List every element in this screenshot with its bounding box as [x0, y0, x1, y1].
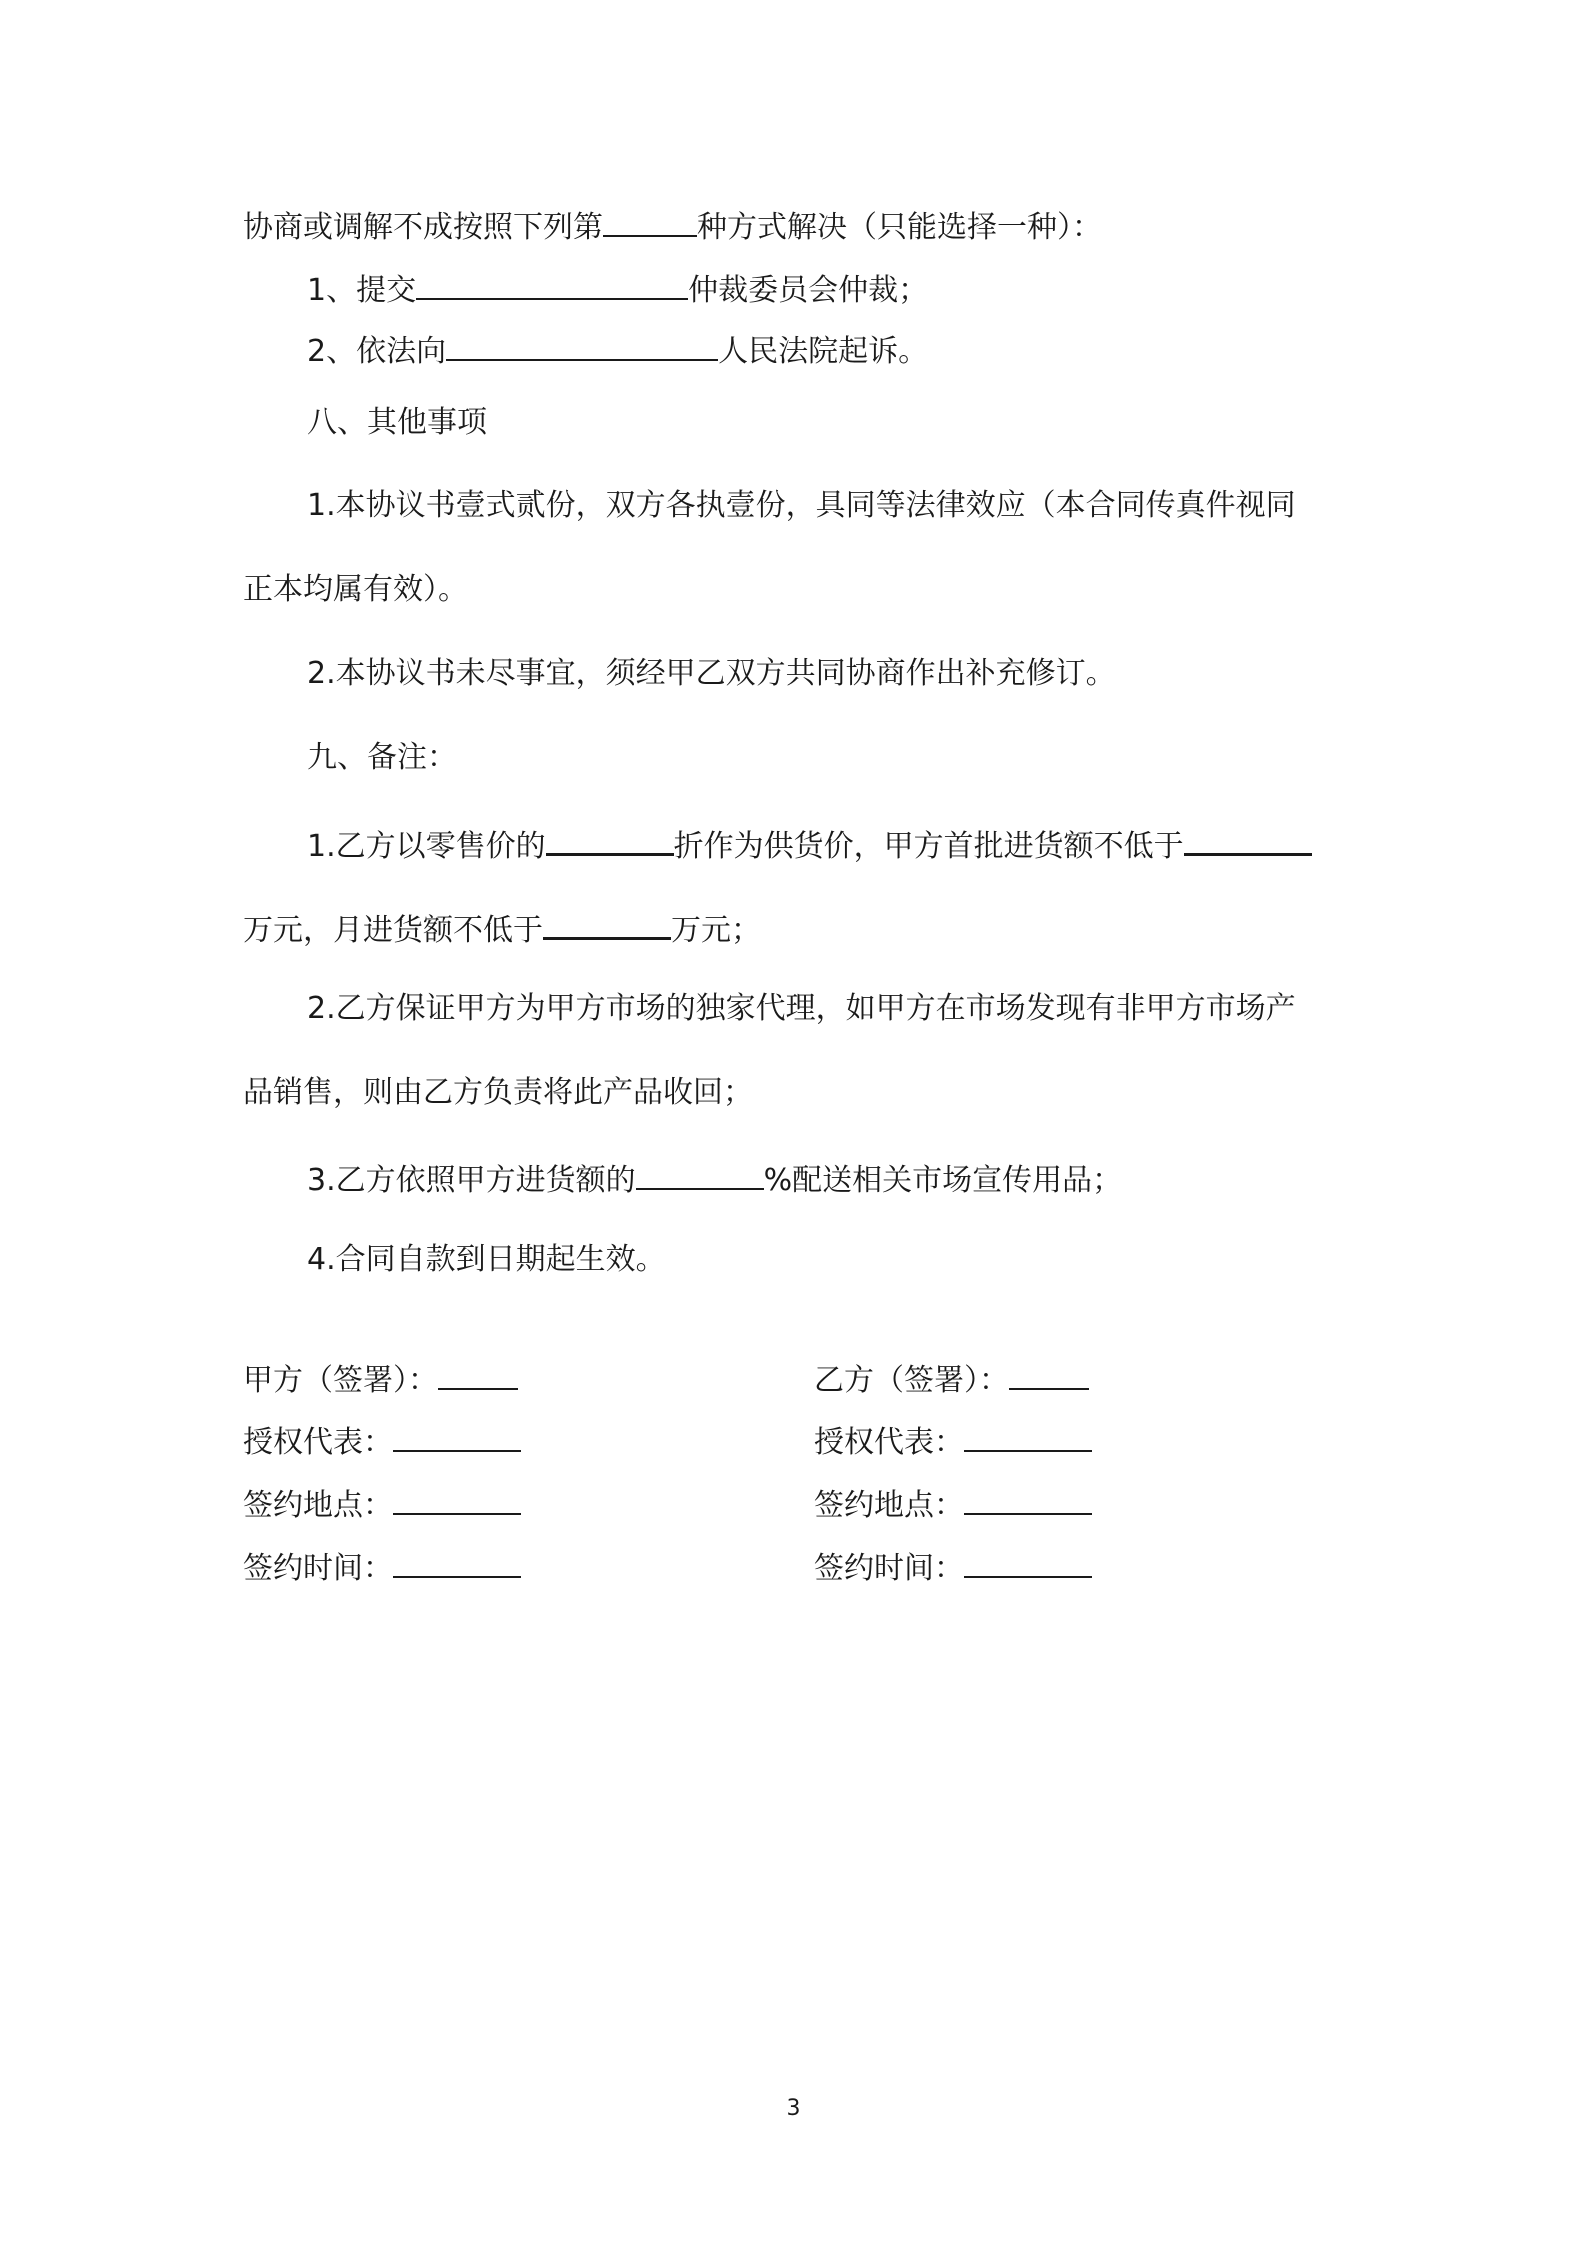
party-b-date-label: 签约时间：	[814, 1551, 964, 1586]
section-9-item-1-line-2	[243, 911, 761, 946]
page-number: 3	[786, 2096, 801, 2121]
section-9-heading: 九、备注：	[307, 740, 457, 775]
party-b-representative-row	[814, 1424, 1092, 1458]
party-b-location-blank[interactable]	[964, 1487, 1092, 1515]
section-9-item-2-line-1: 2.乙方保证甲方为甲方市场的独家代理，如甲方在市场发现有非甲方市场产	[307, 991, 1296, 1026]
party-b-representative-blank[interactable]	[964, 1424, 1092, 1452]
section-9-item-1-line-1	[307, 827, 1312, 862]
item-3-text-b: %配送相关市场宣传用品；	[763, 1163, 1123, 1198]
dispute-option-1	[307, 272, 928, 306]
option-1-text: 仲裁委员会仲裁；	[688, 273, 929, 308]
party-a-representative-label: 授权代表：	[243, 1425, 393, 1460]
section-8-item-1-line-2: 正本均属有效）。	[243, 572, 468, 607]
option-2-text: 人民法院起诉。	[718, 334, 929, 369]
section-9-item-4: 4.合同自款到日期起生效。	[307, 1242, 666, 1277]
dispute-intro-text: 协商或调解不成按照下列第	[243, 210, 603, 245]
party-a-label: 甲方（签署）：	[243, 1363, 438, 1398]
party-a-signature-row	[243, 1362, 518, 1396]
item-3-text-a: 3.乙方依照甲方进货额的	[307, 1163, 636, 1198]
item-1-text-d: 万元；	[671, 913, 761, 948]
party-a-location-label: 签约地点：	[243, 1488, 393, 1523]
court-name-blank[interactable]	[446, 333, 718, 361]
party-b-location-label: 签约地点：	[814, 1488, 964, 1523]
arbitration-committee-blank[interactable]	[416, 272, 688, 300]
party-a-date-row	[243, 1550, 521, 1584]
party-b-label: 乙方（签署）：	[814, 1363, 1009, 1398]
party-a-representative-blank[interactable]	[393, 1424, 521, 1452]
party-a-location-row	[243, 1487, 521, 1521]
method-number-blank[interactable]	[603, 209, 697, 237]
option-2-label: 2、依法向	[307, 334, 447, 369]
section-8-item-1-line-1: 1.本协议书壹式贰份，双方各执壹份，具同等法律效应（本合同传真件视同	[307, 488, 1296, 523]
dispute-option-2	[307, 333, 928, 367]
party-b-signature-blank[interactable]	[1009, 1362, 1089, 1390]
discount-blank[interactable]	[546, 827, 674, 856]
option-1-label: 1、提交	[307, 273, 417, 308]
party-a-date-blank[interactable]	[393, 1550, 521, 1578]
dispute-intro	[243, 209, 1102, 243]
section-9-item-2-line-2: 品销售，则由乙方负责将此产品收回；	[243, 1075, 753, 1110]
party-b-representative-label: 授权代表：	[814, 1425, 964, 1460]
first-order-amount-blank[interactable]	[1184, 827, 1312, 856]
item-1-text-a: 1.乙方以零售价的	[307, 829, 546, 864]
item-1-text-c: 万元，月进货额不低于	[243, 913, 543, 948]
party-b-signature-row	[814, 1362, 1089, 1396]
party-a-signature-blank[interactable]	[438, 1362, 518, 1390]
section-8-heading: 八、其他事项	[307, 405, 487, 440]
dispute-intro-text-end: 种方式解决（只能选择一种）：	[697, 210, 1102, 245]
section-8-item-2: 2.本协议书未尽事宜，须经甲乙双方共同协商作出补充修订。	[307, 656, 1116, 691]
party-a-location-blank[interactable]	[393, 1487, 521, 1515]
monthly-order-amount-blank[interactable]	[543, 911, 671, 940]
section-9-item-3	[307, 1162, 1122, 1196]
party-a-representative-row	[243, 1424, 521, 1458]
item-1-text-b: 折作为供货价，甲方首批进货额不低于	[673, 829, 1184, 864]
party-b-date-blank[interactable]	[964, 1550, 1092, 1578]
party-b-location-row	[814, 1487, 1092, 1521]
promo-percent-blank[interactable]	[636, 1162, 764, 1190]
party-b-date-row	[814, 1550, 1092, 1584]
party-a-date-label: 签约时间：	[243, 1551, 393, 1586]
